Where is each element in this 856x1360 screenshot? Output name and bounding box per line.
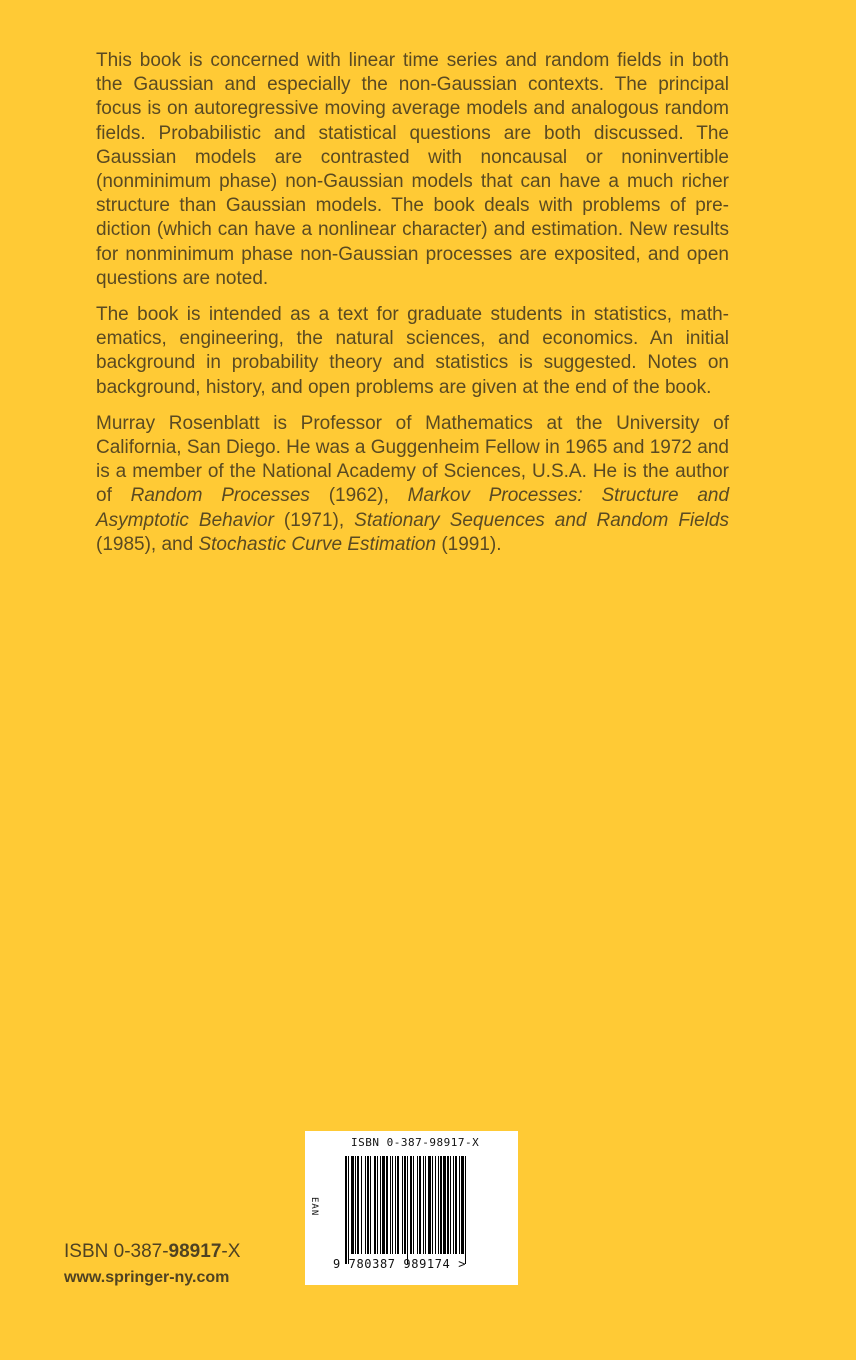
book-year-1985: (1985), and (96, 533, 199, 555)
author-bio (96, 412, 729, 557)
barcode-bars (345, 1156, 501, 1270)
barcode-bar (428, 1156, 431, 1254)
barcode-bar (395, 1156, 396, 1254)
publisher-website[interactable]: www.springer-ny.com (64, 1269, 230, 1286)
barcode-bar (417, 1156, 418, 1254)
barcode-bar (450, 1156, 451, 1254)
barcode-label (305, 1131, 518, 1285)
barcode-bar (392, 1156, 393, 1254)
barcode-bar (419, 1156, 421, 1254)
barcode-bar (365, 1156, 366, 1254)
barcode-bar (423, 1156, 424, 1254)
description-paragraph-2: The book is intended as a text for graduate students in statistics, mathematics, engineering, the natural sciences, and economics. An initial background in probability theory and statistics is suggested. Notes on background, history, and open problems are given at the end of the book. (96, 304, 729, 398)
barcode-bar (382, 1156, 385, 1254)
barcode-bar (377, 1156, 378, 1254)
barcode-bar (386, 1156, 388, 1254)
barcode-bar (413, 1156, 414, 1254)
isbn-bold-part: 98917 (168, 1241, 222, 1262)
barcode-bar (361, 1156, 362, 1254)
book-year-1971: (1971), (273, 509, 355, 531)
barcode-digits: 9 780387 989174 > (333, 1257, 467, 1271)
back-cover-blurb (96, 49, 729, 569)
barcode-bar (432, 1156, 433, 1254)
book-year-1991: (1991). (436, 533, 502, 555)
barcode-bar (455, 1156, 457, 1254)
barcode-bar (435, 1156, 436, 1254)
barcode-bar (355, 1156, 356, 1254)
barcode-bar (438, 1156, 439, 1254)
barcode-bar (459, 1156, 460, 1254)
isbn-suffix: -X (221, 1241, 241, 1262)
barcode-bar (351, 1156, 354, 1254)
barcode-bar (348, 1156, 349, 1264)
barcode-bar (345, 1156, 347, 1264)
barcode-bar (410, 1156, 412, 1254)
isbn-prefix: ISBN 0-387- (64, 1241, 169, 1262)
barcode-bar (447, 1156, 449, 1254)
barcode-bar (407, 1156, 408, 1264)
author-bio-intro: Murray Rosenblatt is Professor of Mathematics at the University of California, San Diego. He was a Guggenheim Fellow in 1965 and 1972 and is a member of the National Academy of Sciences, U.S.A. He is the author of (96, 412, 729, 507)
barcode-isbn-text: ISBN 0-387-98917-X (351, 1136, 480, 1149)
description-paragraph-1: This book is concerned with linear time series and random fields in both the Gaussian and especially the non-Gaussian contexts. The principal focus is on autoregressive moving average models and analogous random fields. Probabilistic and statistical questions are both discussed. The Gaussian models are contrasted with noncausal or noninvertible (nonminimum phase) non-Gaussian models that can have a much richer structure than Gaussian models. The book deals with problems of prediction (which can have a nonlinear character) and estimation. New results for nonminimum phase non-Gaussian processes are exposited, and open questions are noted. (96, 50, 729, 289)
barcode-bar (357, 1156, 359, 1254)
isbn-number (64, 1241, 240, 1263)
book-title-markov-processes: Markov Processes: Structure and Asymptotic Behavior (96, 485, 730, 531)
barcode-bar (390, 1156, 391, 1254)
book-title-stationary-sequences: Stationary Sequences and Random Fields (354, 509, 729, 531)
barcode-bar (453, 1156, 454, 1254)
barcode-bar (374, 1156, 376, 1254)
barcode-bar (380, 1156, 381, 1254)
barcode-bar (397, 1156, 399, 1254)
book-title-stochastic-curve: Stochastic Curve Estimation (198, 533, 437, 555)
barcode-bar (367, 1156, 369, 1254)
barcode-bar (443, 1156, 446, 1254)
book-title-random-processes: Random Processes (130, 485, 310, 507)
barcode-bar (425, 1156, 426, 1254)
barcode-bar (440, 1156, 442, 1254)
barcode-bar (370, 1156, 371, 1254)
barcode-bar (402, 1156, 403, 1254)
ean-label: EAN (309, 1197, 319, 1217)
barcode-bar (465, 1156, 466, 1264)
barcode-bar (404, 1156, 406, 1254)
book-year-1962: (1962), (309, 485, 408, 507)
barcode-bar (461, 1156, 464, 1254)
